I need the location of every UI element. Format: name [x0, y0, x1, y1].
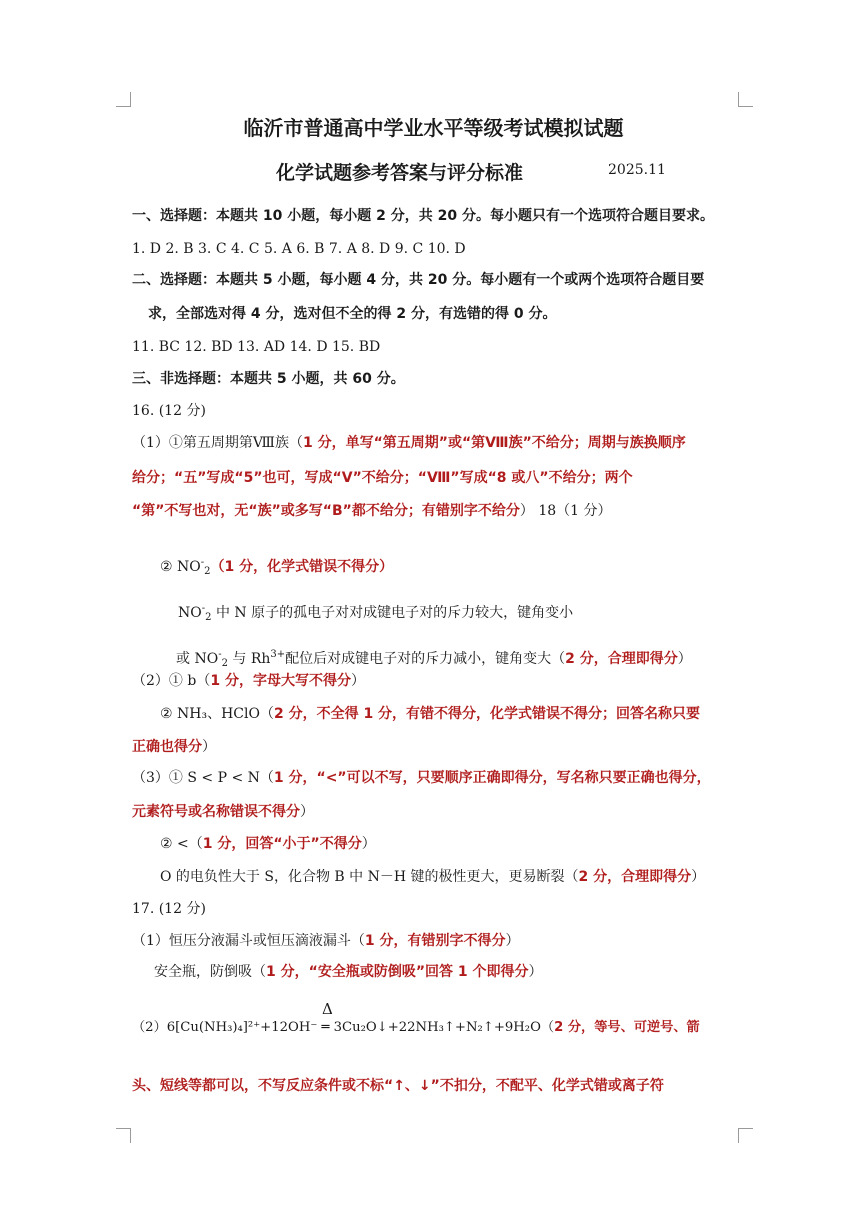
q17-part2-scoring-cont: 头、短线等都可以，不写反应条件或不标“↑、↓”不扣分，不配平、化学式错或离子符 — [132, 1078, 664, 1094]
q16-explanation-line1 — [178, 599, 573, 628]
section2-answers: 11. BC 12. BD 13. AD 14. D 15. BD — [132, 339, 381, 355]
q16-part2-text: （2）① b（ — [132, 673, 211, 689]
closing-paren: ） — [350, 673, 365, 689]
q16-part1-line1 — [132, 433, 686, 453]
q16-label: 16. (12 分) — [132, 403, 206, 419]
formula-subscript: 2 — [221, 658, 228, 669]
q16-part1-scoring: 1 分，单写“第五周期”或“第Ⅷ族”不给分；周期与族换顺序 — [302, 435, 686, 451]
crop-mark-bottom-left — [116, 1128, 131, 1143]
q17-part1-text: （1）恒压分液漏斗或恒压滴液漏斗（ — [132, 933, 365, 949]
q17-part2-line2 — [132, 1076, 664, 1096]
document-title: 临沂市普通高中学业水平等级考试模拟试题 — [243, 116, 624, 140]
q17-part1-line2 — [154, 962, 543, 982]
closing-paren: ） — [300, 804, 314, 820]
q16-explanation-text: 与 Rh — [227, 651, 271, 667]
q16-part1-scoring-cont: 给分；“五”写成“5”也可，写成“Ⅴ”不给分；“Ⅷ”写成“8 或八”不给分；两个 — [132, 470, 633, 486]
formula-no2: ② NO — [160, 559, 201, 575]
formula-charge: - — [201, 603, 206, 614]
q16-explanation-scoring: 2 分，合理即得分 — [565, 651, 678, 667]
q16-part3-line4 — [160, 867, 705, 887]
q17-part1-scoring: 1 分，有错别字不得分 — [364, 933, 506, 949]
q16-part2-item2-scoring-cont: 正确也得分 — [132, 739, 202, 755]
formula-charge: - — [200, 557, 205, 568]
section2-heading-line2: 求，全部选对得 4 分，选对但不全的得 2 分，有选错的得 0 分。 — [148, 306, 557, 322]
crop-mark-bottom-right — [738, 1128, 753, 1143]
q16-part1-line2 — [132, 468, 633, 488]
closing-paren: ） — [361, 836, 376, 852]
q17-part1-item2-scoring: 1 分，“安全瓶或防倒吸”回答 1 个即得分 — [266, 964, 529, 980]
q16-part2-line1 — [132, 671, 365, 691]
q16-part2-line2 — [160, 704, 700, 724]
q16-part1-item2 — [160, 553, 393, 582]
closing-paren: ） — [691, 869, 706, 885]
section1-heading: 一、选择题：本题共 10 小题，每小题 2 分，共 20 分。每小题只有一个选项符合题目要求。 — [132, 208, 714, 224]
q17-part2-equation — [132, 1018, 700, 1038]
formula-subscript: 2 — [204, 566, 211, 577]
q17-part2-scoring: 2 分，等号、可逆号、箭 — [554, 1020, 700, 1035]
q16-part2-scoring: 1 分，字母大写不得分 — [210, 673, 351, 689]
chemical-equation: （2）6[Cu(NH₃)₄]²⁺+12OH⁻ ═ 3Cu₂O↓+22NH₃↑+N₂↑+9H₂O（ — [132, 1020, 555, 1035]
q16-part1-line3 — [132, 501, 612, 521]
formula-subscript: 2 — [205, 612, 212, 623]
q16-part2-line3 — [132, 737, 216, 757]
q17-part1-item2-text: 安全瓶，防倒吸（ — [154, 964, 266, 980]
formula-no2: 或 NO — [176, 651, 219, 667]
q16-item2-scoring: （1 分，化学式错误不得分） — [210, 559, 394, 575]
q16-part1-text: （1）①第五周期第Ⅷ族（ — [132, 435, 303, 451]
q16-part3-scoring-cont: 元素符号或名称错误不得分 — [132, 804, 300, 820]
formula-charge: - — [218, 649, 222, 660]
q16-part3-line2 — [132, 802, 314, 822]
q16-part3-line1 — [132, 768, 711, 788]
reaction-condition-heat: Δ — [322, 1000, 333, 1018]
section2-heading-line1: 二、选择题：本题共 5 小题，每小题 4 分，共 20 分。每小题有一个或两个选项符合题目要 — [132, 272, 705, 288]
q16-part3-explanation-scoring: 2 分，合理即得分 — [578, 869, 692, 885]
crop-mark-top-right — [738, 92, 753, 107]
q17-part1-line1 — [132, 931, 520, 951]
q16-part1-scoring-end: “第”不写也对，无“族”或多写“B”都不给分；有错别字不给分 — [132, 503, 520, 519]
q16-explanation-text-cont: 配位后对成键电子对的斥力减小，键角变大（ — [285, 651, 566, 667]
formula-charge: 3+ — [270, 649, 286, 660]
closing-paren: ） — [505, 933, 520, 949]
formula-no2: NO — [178, 605, 202, 621]
q16-part1-tail: ） 18（1 分） — [519, 503, 612, 519]
document-date: 2025.11 — [608, 162, 666, 178]
q16-part3-item2-scoring: 1 分，回答“小于”不得分 — [202, 836, 362, 852]
closing-paren: ） — [528, 964, 543, 980]
q16-part3-scoring: 1 分，“<”可以不写，只要顺序正确即得分，写名称只要正确也得分， — [273, 770, 711, 786]
q16-part3-item2-text: ② <（ — [160, 836, 203, 852]
crop-mark-top-left — [116, 92, 131, 107]
q17-label: 17. (12 分) — [132, 901, 206, 917]
closing-paren: ） — [677, 651, 692, 667]
section3-heading: 三、非选择题：本题共 5 小题，共 60 分。 — [132, 371, 405, 387]
closing-paren: ） — [202, 739, 216, 755]
q16-part3-explanation: O 的电负性大于 S，化合物 B 中 N－H 键的极性更大，更易断裂（ — [160, 869, 579, 885]
document-subtitle: 化学试题参考答案与评分标准 — [276, 162, 524, 184]
q16-part3-line3 — [160, 834, 376, 854]
q16-part2-item2-text: ② NH₃、HClO（ — [160, 706, 274, 722]
q16-part2-item2-scoring: 2 分，不全得 1 分，有错不得分，化学式错误不得分；回答名称只要 — [273, 706, 701, 722]
q16-part3-text: （3）① S < P < N（ — [132, 770, 274, 786]
q16-explanation-line2 — [176, 645, 692, 674]
section1-answers: 1. D 2. B 3. C 4. C 5. A 6. B 7. A 8. D 9. C 10. D — [132, 241, 466, 257]
q16-explanation-text: 中 N 原子的孤电子对对成键电子对的斥力较大，键角变小 — [211, 605, 574, 621]
